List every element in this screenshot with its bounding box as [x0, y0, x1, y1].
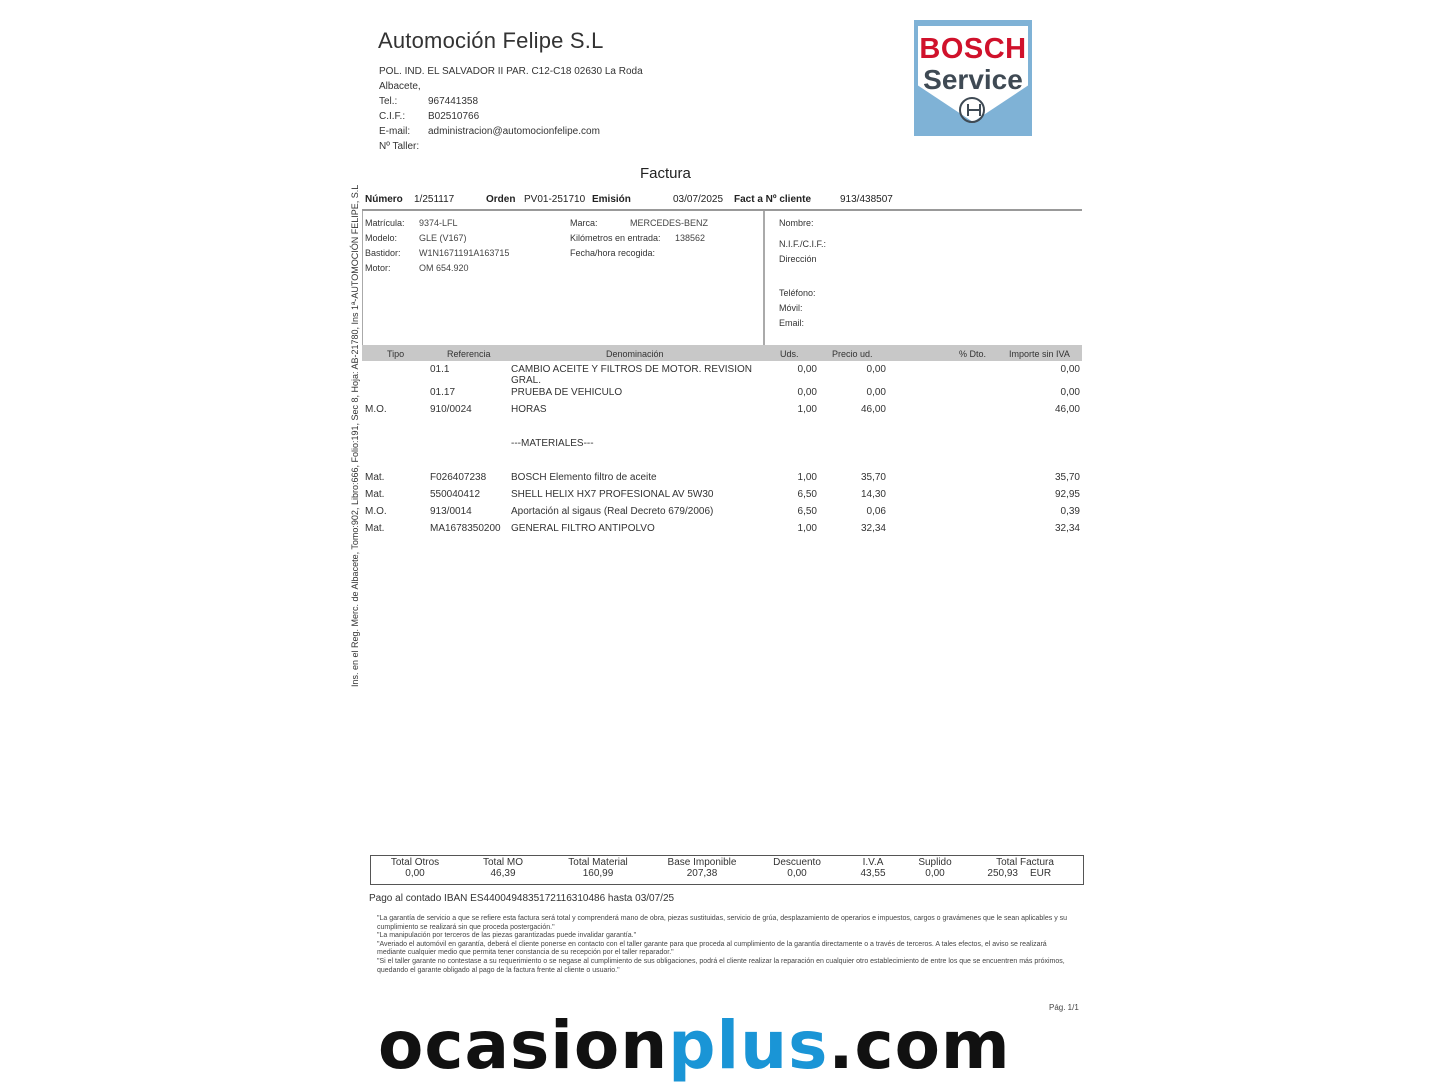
row-denominacion: CAMBIO ACEITE Y FILTROS DE MOTOR. REVISION GRAL. [511, 364, 752, 386]
bastidor-label: Bastidor: [365, 248, 401, 258]
th-tipo: Tipo [387, 349, 405, 359]
email-value: administracion@automocionfelipe.com [428, 126, 600, 137]
client-email-label: Email: [779, 318, 805, 328]
row-tipo: Mat. [365, 472, 385, 483]
row-importe: 0,39 [1060, 506, 1080, 517]
nif-label: N.I.F./C.I.F.: [779, 239, 827, 249]
th-uds: Uds. [780, 349, 799, 359]
marca-value: MERCEDES-BENZ [630, 218, 709, 228]
base-imponible-value: 207,38 [686, 868, 718, 879]
taller-label: Nº Taller: [379, 141, 420, 152]
row-importe: 92,95 [1054, 489, 1080, 500]
movil-label: Móvil: [779, 303, 803, 313]
base-imponible-label: Base Imponible [667, 857, 737, 868]
row-precio: 14,30 [860, 489, 886, 500]
row-importe: 0,00 [1060, 364, 1080, 375]
row-precio: 35,70 [860, 472, 886, 483]
orden-value: PV01-251710 [524, 194, 586, 205]
total-factura-label: Total Factura [996, 857, 1054, 868]
row-tipo: Mat. [365, 489, 385, 500]
numero-label: Número [365, 194, 403, 205]
company-address-line1: POL. IND. EL SALVADOR II PAR. C12-C18 02630 La Roda [379, 66, 643, 77]
orden-label: Orden [486, 194, 516, 205]
row-denominacion: PRUEBA DE VEHICULO [511, 387, 623, 398]
th-denominacion: Denominación [606, 349, 664, 359]
row-denominacion: ---MATERIALES--- [511, 438, 594, 449]
row-denominacion: BOSCH Elemento filtro de aceite [511, 472, 657, 483]
th-dto: % Dto. [959, 349, 987, 359]
telefono-label: Teléfono: [779, 288, 816, 298]
total-otros-label: Total Otros [390, 857, 440, 868]
motor-value: OM 654.920 [419, 263, 469, 273]
row-ref: 550040412 [430, 489, 481, 500]
descuento-value: 0,00 [787, 868, 807, 879]
row-uds: 1,00 [797, 523, 817, 534]
payment-terms: Pago al contado IBAN ES4400494835172116310486 hasta 03/07/25 [369, 893, 675, 904]
row-uds: 0,00 [797, 387, 817, 398]
descuento-label: Descuento [773, 857, 821, 868]
total-material-value: 160,99 [582, 868, 614, 879]
company-address-line2: Albacete, [379, 81, 421, 92]
total-factura-value: 250,93 [987, 868, 1018, 879]
row-importe: 46,00 [1054, 404, 1080, 415]
marca-label: Marca: [570, 218, 598, 228]
company-name: Automoción Felipe S.L [378, 28, 604, 53]
km-value: 138562 [675, 233, 706, 243]
row-importe: 0,00 [1060, 387, 1080, 398]
row-uds: 6,50 [797, 506, 817, 517]
cliente-value: 913/438507 [840, 194, 893, 205]
iva-value: 43,55 [860, 868, 886, 879]
iva-label: I.V.A [862, 857, 884, 868]
numero-value: 1/251117 [414, 194, 455, 205]
row-tipo: M.O. [365, 506, 387, 517]
modelo-value: GLE (V167) [419, 233, 467, 243]
row-precio: 0,06 [866, 506, 886, 517]
row-ref: 01.17 [430, 387, 456, 398]
th-referencia: Referencia [447, 349, 491, 359]
row-uds: 0,00 [797, 364, 817, 375]
brand-part3: .com [828, 1007, 1011, 1084]
row-precio: 46,00 [860, 404, 886, 415]
row-uds: 1,00 [797, 404, 817, 415]
block-left-border [362, 211, 363, 345]
ocasionplus-watermark [378, 1007, 1011, 1084]
row-uds: 6,50 [797, 489, 817, 500]
registry-side-text: Ins. en el Reg. Merc. de Albacete, Tomo:902, Libro:666, Folio:191, Sec 8, Hoja: AB-21780, Ins 1ª-AUTOMOCIÓN FELIPE, S.L [350, 184, 360, 687]
matricula-label: Matrícula: [365, 218, 405, 228]
row-importe: 35,70 [1054, 472, 1080, 483]
tel-value: 967441358 [428, 96, 479, 107]
row-precio: 32,34 [860, 523, 886, 534]
row-tipo: M.O. [365, 404, 387, 415]
bosch-service-logo [914, 20, 1032, 136]
modelo-label: Modelo: [365, 233, 398, 243]
legal-text [377, 915, 1077, 975]
row-precio: 0,00 [866, 364, 886, 375]
matricula-value: 9374-LFL [419, 218, 458, 228]
currency-label: EUR [1030, 868, 1052, 879]
legal-paragraph: "Averiado el automóvil en garantía, deberá el cliente ponerse en contacto con el taller garante para que proceda al cumplimiento de la garantía directamente o a través de terceros. A tales efectos, el aviso se realizará mediante cualquier medio que permita tener constancia de su recepción por el taller reparador." [377, 940, 1047, 957]
email-label: E-mail: [379, 126, 411, 137]
suplido-label: Suplido [918, 857, 952, 868]
total-mo-label: Total MO [482, 857, 523, 868]
fecha-recogida-label: Fecha/hora recogida: [570, 248, 656, 258]
direccion-label: Dirección [779, 254, 817, 264]
row-ref: 913/0014 [430, 506, 472, 517]
row-denominacion: GENERAL FILTRO ANTIPOLVO [511, 523, 655, 534]
row-tipo: Mat. [365, 523, 385, 534]
row-importe: 32,34 [1054, 523, 1080, 534]
bastidor-value: W1N1671191A163715 [419, 248, 510, 258]
emision-label: Emisión [592, 194, 631, 205]
cliente-label: Fact a Nº cliente [734, 194, 812, 205]
row-denominacion: HORAS [511, 404, 547, 415]
total-otros-value: 0,00 [405, 868, 425, 879]
block-middle-divider [763, 211, 765, 345]
invoice-title: Factura [640, 165, 691, 182]
km-label: Kilómetros en entrada: [570, 233, 661, 243]
brand-part2: plus [668, 1007, 829, 1084]
th-precio: Precio ud. [832, 349, 873, 359]
motor-label: Motor: [365, 263, 391, 273]
row-denominacion: Aportación al sigaus (Real Decreto 679/2006) [511, 506, 714, 517]
row-ref: F026407238 [430, 472, 487, 483]
legal-paragraph: "Si el taller garante no contestase a su requerimiento o se negase al cumplimiento de sus obligaciones, podrá el cliente realizar la reparación en cualquier otro establecimiento de entre los que se encuentren más próximos, quedando el garante obligado al pago de la factura frente al cliente o usuario." [377, 957, 1065, 974]
legal-paragraph: "La garantía de servicio a que se refiere esta factura será total y comprenderá mano de obra, piezas sustituidas, servicio de grúa, desplazamiento de operarios e impuestos, cargos o gravámenes que le sean aplicables y su cumplimiento se realizará sin que proceda postergación." [377, 915, 1068, 931]
row-uds: 1,00 [797, 472, 817, 483]
row-ref: MA1678350200 [430, 523, 501, 534]
logo-bosch-text: BOSCH [919, 33, 1027, 65]
tel-label: Tel.: [379, 96, 398, 107]
bosch-armature-icon [959, 97, 985, 123]
nombre-label: Nombre: [779, 218, 814, 228]
row-ref: 910/0024 [430, 404, 472, 415]
logo-service-text: Service [923, 64, 1023, 95]
header-divider [362, 209, 1082, 211]
row-precio: 0,00 [866, 387, 886, 398]
total-mo-value: 46,39 [490, 868, 516, 879]
cif-label: C.I.F.: [379, 111, 406, 122]
suplido-value: 0,00 [925, 868, 945, 879]
row-denominacion: SHELL HELIX HX7 PROFESIONAL AV 5W30 [511, 489, 714, 500]
th-importe: Importe sin IVA [1009, 349, 1070, 359]
page-number: Pág. 1/1 [1049, 1003, 1079, 1012]
emision-value: 03/07/2025 [673, 194, 724, 205]
cif-value: B02510766 [428, 111, 480, 122]
brand-part1: ocasion [378, 1007, 669, 1084]
total-material-label: Total Material [568, 857, 628, 868]
legal-paragraph: "La manipulación por terceros de las piezas garantizadas puede invalidar garantía." [377, 932, 637, 940]
row-ref: 01.1 [430, 364, 450, 375]
